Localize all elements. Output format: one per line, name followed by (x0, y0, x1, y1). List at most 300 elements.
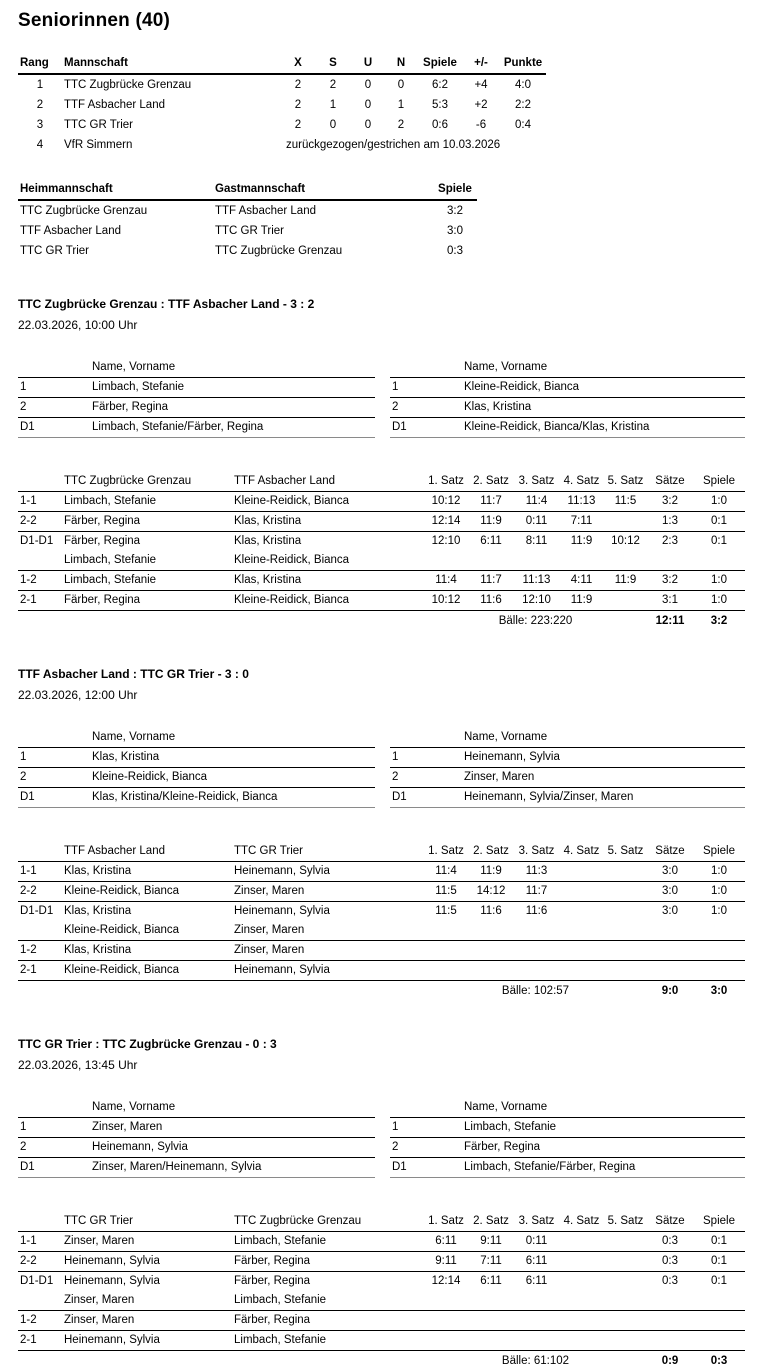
code-header (18, 472, 62, 492)
home-team-header: TTF Asbacher Land (62, 842, 232, 862)
home-player-cell: Limbach, Stefanie (62, 492, 232, 512)
lineup-pos-cell: 1 (18, 1118, 90, 1138)
guest-player-cell: Kleine-Reidick, Bianca (232, 591, 424, 611)
match-datetime: 22.03.2026, 13:45 Uhr (18, 1058, 745, 1072)
results-header-row (18, 842, 745, 862)
result-row (18, 532, 745, 552)
guest-player-cell: Färber, Regina (232, 1311, 424, 1331)
spiele-header: Spiele (693, 842, 745, 862)
score-cell: 0:3 (433, 241, 477, 261)
home-player-cell: Heinemann, Sylvia (62, 1331, 232, 1351)
set-score-cell-4: 11:9 (559, 532, 604, 552)
totals-row (18, 1351, 745, 1371)
guest-player-cell: Kleine-Reidick, Bianca (232, 492, 424, 512)
set-score-cell-5: 10:12 (604, 532, 647, 552)
set-score-cell-1: 12:10 (424, 532, 468, 552)
set-score-cell-3: 12:10 (514, 591, 559, 611)
spiele-total: 3:0 (693, 981, 745, 1002)
saetze-header: Sätze (647, 842, 693, 862)
match-section (18, 297, 745, 631)
lineup-name-cell: Kleine-Reidick, Bianca/Klas, Kristina (462, 418, 745, 438)
totals-row (18, 611, 745, 632)
satz2-header: 2. Satz (468, 842, 514, 862)
guest-partner-cell: Zinser, Maren (232, 921, 424, 941)
set-score-cell-2 (468, 941, 514, 961)
lineup-name-cell: Zinser, Maren (462, 768, 745, 788)
home-player-cell: Klas, Kristina (62, 862, 232, 882)
set-score-cell-5 (604, 902, 647, 922)
set-score-cell-2: 11:7 (468, 571, 514, 591)
set-score-cell-1 (424, 1311, 468, 1331)
guest-player-cell: Heinemann, Sylvia (232, 961, 424, 981)
guest-team-header: TTF Asbacher Land (232, 472, 424, 492)
lineup-pos-header (18, 728, 90, 748)
lineup-pos-header (18, 1098, 90, 1118)
set-score-cell-5 (604, 1232, 647, 1252)
home-player-cell: Kleine-Reidick, Bianca (62, 882, 232, 902)
set-score-cell-5 (604, 591, 647, 611)
match-datetime: 22.03.2026, 10:00 Uhr (18, 318, 745, 332)
spiele-total: 0:3 (693, 1351, 745, 1371)
match-code-cell (18, 921, 62, 941)
score-cell: 3:2 (433, 200, 477, 221)
matches-root (18, 297, 745, 1371)
saetze-header: Sätze (647, 472, 693, 492)
spiele-cell: 1:0 (693, 882, 745, 902)
satz5-header: 5. Satz (604, 472, 647, 492)
set-score-cell-1: 11:5 (424, 882, 468, 902)
home-partner-cell: Zinser, Maren (62, 1291, 232, 1311)
satz1-header: 1. Satz (424, 842, 468, 862)
result-row (18, 1311, 745, 1331)
lineup-header-row (18, 728, 375, 748)
rank-cell: 3 (18, 115, 62, 135)
spiele-cell: 5:3 (418, 95, 462, 115)
match-code-cell: D1-D1 (18, 1272, 62, 1292)
result-row (18, 882, 745, 902)
saetze-total: 9:0 (647, 981, 693, 1002)
match-code-cell: 1-1 (18, 492, 62, 512)
result-row (18, 961, 745, 981)
lineup-name-cell: Klas, Kristina (90, 748, 375, 768)
set-score-cell-2: 14:12 (468, 882, 514, 902)
spiele-header: Spiele (693, 1212, 745, 1232)
home-team-cell: TTC GR Trier (18, 241, 213, 261)
lineup-row (390, 1118, 745, 1138)
lineup-row (390, 378, 745, 398)
match-code-cell: 2-1 (18, 961, 62, 981)
lineup-name-cell: Limbach, Stefanie (90, 378, 375, 398)
standings-header-punkte: Punkte (500, 54, 546, 74)
saetze-cell: 3:1 (647, 591, 693, 611)
spiele-cell: 0:1 (693, 1232, 745, 1252)
set-score-cell-3: 0:11 (514, 1232, 559, 1252)
result-row (18, 1232, 745, 1252)
empty-cell (18, 611, 424, 632)
n-cell: 1 (384, 95, 418, 115)
lineup-row (18, 1138, 375, 1158)
set-score-cell-3: 11:13 (514, 571, 559, 591)
match-code-cell: 2-2 (18, 512, 62, 532)
lineup-pos-cell: 2 (18, 398, 90, 418)
lineup-name-cell: Zinser, Maren/Heinemann, Sylvia (90, 1158, 375, 1178)
set-score-cell-1: 10:12 (424, 492, 468, 512)
satz2-header: 2. Satz (468, 1212, 514, 1232)
spiele-cell (693, 1311, 745, 1331)
set-score-cell-1 (424, 961, 468, 981)
spiele-cell: 0:1 (693, 1252, 745, 1272)
set-score-cell-1 (424, 941, 468, 961)
home-player-cell: Färber, Regina (62, 512, 232, 532)
guest-player-cell: Zinser, Maren (232, 882, 424, 902)
rank-cell: 2 (18, 95, 62, 115)
set-score-cell-5: 11:9 (604, 571, 647, 591)
baelle-total: Bälle: 223:220 (424, 611, 647, 632)
totals-row (18, 981, 745, 1002)
lineup-row (18, 748, 375, 768)
n-cell: 0 (384, 74, 418, 95)
set-score-cell-2 (468, 961, 514, 981)
lineup-name-cell: Limbach, Stefanie/Färber, Regina (90, 418, 375, 438)
set-score-cell-3: 6:11 (514, 1252, 559, 1272)
home-lineup-table (18, 358, 375, 438)
guest-team-header: TTC GR Trier (232, 842, 424, 862)
empty-cell (424, 551, 745, 571)
set-score-cell-2: 11:9 (468, 512, 514, 532)
set-score-cell-2: 11:9 (468, 862, 514, 882)
set-score-cell-5 (604, 961, 647, 981)
set-score-cell-2: 7:11 (468, 1252, 514, 1272)
match-section (18, 1037, 745, 1371)
lineup-name-header: Name, Vorname (462, 1098, 745, 1118)
set-score-cell-3 (514, 1311, 559, 1331)
guest-lineup-table (390, 728, 745, 808)
set-score-cell-2: 6:11 (468, 532, 514, 552)
set-score-cell-4: 4:11 (559, 571, 604, 591)
results-header-row (18, 1212, 745, 1232)
home-lineup-table (18, 728, 375, 808)
saetze-total: 12:11 (647, 611, 693, 632)
set-score-cell-5: 11:5 (604, 492, 647, 512)
match-title: TTF Asbacher Land : TTC GR Trier - 3 : 0 (18, 667, 745, 681)
match-code-cell (18, 1291, 62, 1311)
saetze-cell: 1:3 (647, 512, 693, 532)
satz4-header: 4. Satz (559, 472, 604, 492)
guest-team-cell: TTF Asbacher Land (213, 200, 433, 221)
set-score-cell-4: 11:13 (559, 492, 604, 512)
set-score-cell-5 (604, 1331, 647, 1351)
match-code-cell: 2-1 (18, 1331, 62, 1351)
guest-lineup-table (390, 358, 745, 438)
saetze-cell: 0:3 (647, 1252, 693, 1272)
guest-player-cell: Heinemann, Sylvia (232, 862, 424, 882)
standings-table (18, 54, 546, 155)
set-score-cell-3 (514, 941, 559, 961)
guest-lineup-table (390, 1098, 745, 1178)
punkte-cell: 0:4 (500, 115, 546, 135)
standings-header-rang: Rang (18, 54, 62, 74)
saetze-cell: 3:0 (647, 882, 693, 902)
result-row (18, 862, 745, 882)
lineup-name-cell: Kleine-Reidick, Bianca (462, 378, 745, 398)
set-score-cell-2: 11:6 (468, 902, 514, 922)
guest-player-cell: Klas, Kristina (232, 512, 424, 532)
match-datetime: 22.03.2026, 12:00 Uhr (18, 688, 745, 702)
lineup-pos-cell: 2 (390, 1138, 462, 1158)
result-row (18, 1331, 745, 1351)
set-score-cell-5 (604, 862, 647, 882)
saetze-total: 0:9 (647, 1351, 693, 1371)
baelle-total: Bälle: 102:57 (424, 981, 647, 1002)
plusminus-cell: -6 (462, 115, 500, 135)
match-results-table (18, 842, 745, 1001)
saetze-cell: 0:3 (647, 1272, 693, 1292)
home-player-cell: Zinser, Maren (62, 1232, 232, 1252)
set-score-cell-1: 11:4 (424, 862, 468, 882)
match-code-cell: 2-1 (18, 591, 62, 611)
lineup-pos-cell: 1 (390, 378, 462, 398)
standings-row (18, 115, 546, 135)
set-score-cell-5 (604, 941, 647, 961)
match-code-cell: D1-D1 (18, 902, 62, 922)
saetze-cell: 3:0 (647, 902, 693, 922)
satz2-header: 2. Satz (468, 472, 514, 492)
lineup-pos-cell: 1 (390, 1118, 462, 1138)
lineup-row (18, 398, 375, 418)
u-cell: 0 (352, 74, 384, 95)
set-score-cell-2: 11:6 (468, 591, 514, 611)
n-cell: 2 (384, 115, 418, 135)
home-player-cell: Kleine-Reidick, Bianca (62, 961, 232, 981)
lineup-name-header: Name, Vorname (90, 728, 375, 748)
lineup-pos-cell: 1 (18, 748, 90, 768)
guest-player-cell: Limbach, Stefanie (232, 1232, 424, 1252)
lineup-row (18, 768, 375, 788)
set-score-cell-1: 11:5 (424, 902, 468, 922)
lineups (18, 1098, 745, 1178)
set-score-cell-1: 11:4 (424, 571, 468, 591)
standings-header-s: S (314, 54, 352, 74)
home-team-cell: TTC Zugbrücke Grenzau (18, 200, 213, 221)
guest-player-cell: Heinemann, Sylvia (232, 902, 424, 922)
match-title: TTC GR Trier : TTC Zugbrücke Grenzau - 0 : 3 (18, 1037, 745, 1051)
match-section (18, 667, 745, 1001)
lineup-row (390, 788, 745, 808)
lineup-pos-cell: D1 (390, 788, 462, 808)
plusminus-cell: +2 (462, 95, 500, 115)
set-score-cell-3 (514, 1331, 559, 1351)
saetze-cell: 2:3 (647, 532, 693, 552)
satz1-header: 1. Satz (424, 1212, 468, 1232)
spiele-cell: 0:1 (693, 532, 745, 552)
lineup-name-cell: Klas, Kristina/Kleine-Reidick, Bianca (90, 788, 375, 808)
lineup-pos-cell: D1 (18, 418, 90, 438)
page-title: Seniorinnen (40) (18, 10, 745, 32)
set-score-cell-5 (604, 882, 647, 902)
team-cell: TTC Zugbrücke Grenzau (62, 74, 282, 95)
lineup-name-cell: Limbach, Stefanie/Färber, Regina (462, 1158, 745, 1178)
empty-cell (18, 1351, 424, 1371)
x-cell: 2 (282, 115, 314, 135)
set-score-cell-4 (559, 882, 604, 902)
code-header (18, 842, 62, 862)
fixture-row (18, 200, 477, 221)
standings-header-spiele: Spiele (418, 54, 462, 74)
lineup-name-cell: Limbach, Stefanie (462, 1118, 745, 1138)
fixtures-header-gast: Gastmannschaft (213, 180, 433, 200)
set-score-cell-4 (559, 1252, 604, 1272)
home-player-cell: Färber, Regina (62, 591, 232, 611)
lineup-pos-cell: 2 (18, 768, 90, 788)
set-score-cell-3: 11:7 (514, 882, 559, 902)
fixture-row (18, 221, 477, 241)
match-title: TTC Zugbrücke Grenzau : TTF Asbacher Land - 3 : 2 (18, 297, 745, 311)
set-score-cell-2 (468, 1311, 514, 1331)
plusminus-cell: +4 (462, 74, 500, 95)
home-team-cell: TTF Asbacher Land (18, 221, 213, 241)
set-score-cell-1: 6:11 (424, 1232, 468, 1252)
set-score-cell-4 (559, 1232, 604, 1252)
satz3-header: 3. Satz (514, 842, 559, 862)
spiele-cell: 1:0 (693, 591, 745, 611)
home-player-cell: Heinemann, Sylvia (62, 1252, 232, 1272)
match-code-cell: D1-D1 (18, 532, 62, 552)
set-score-cell-4 (559, 902, 604, 922)
lineup-pos-cell: 2 (390, 398, 462, 418)
code-header (18, 1212, 62, 1232)
lineup-pos-header (390, 358, 462, 378)
lineup-name-cell: Heinemann, Sylvia/Zinser, Maren (462, 788, 745, 808)
result-row (18, 1272, 745, 1292)
rank-cell: 4 (18, 135, 62, 155)
match-code-cell: 2-2 (18, 882, 62, 902)
lineup-header-row (390, 358, 745, 378)
saetze-cell: 3:0 (647, 862, 693, 882)
set-score-cell-5 (604, 1311, 647, 1331)
withdrawn-note: zurückgezogen/gestrichen am 10.03.2026 (282, 135, 546, 155)
guest-player-cell: Limbach, Stefanie (232, 1331, 424, 1351)
satz5-header: 5. Satz (604, 1212, 647, 1232)
set-score-cell-2: 9:11 (468, 1232, 514, 1252)
match-results-table (18, 1212, 745, 1371)
set-score-cell-4 (559, 1331, 604, 1351)
lineup-name-header: Name, Vorname (462, 728, 745, 748)
lineup-row (18, 418, 375, 438)
result-row (18, 941, 745, 961)
x-cell: 2 (282, 74, 314, 95)
u-cell: 0 (352, 115, 384, 135)
lineup-pos-cell: 1 (18, 378, 90, 398)
home-partner-cell: Kleine-Reidick, Bianca (62, 921, 232, 941)
lineup-header-row (18, 358, 375, 378)
result-row (18, 512, 745, 532)
guest-player-cell: Klas, Kristina (232, 532, 424, 552)
satz3-header: 3. Satz (514, 1212, 559, 1232)
spiele-cell (693, 941, 745, 961)
home-team-header: TTC Zugbrücke Grenzau (62, 472, 232, 492)
empty-cell (424, 921, 745, 941)
lineup-header-row (390, 728, 745, 748)
s-cell: 0 (314, 115, 352, 135)
standings-header-u: U (352, 54, 384, 74)
lineup-pos-cell: D1 (18, 1158, 90, 1178)
set-score-cell-4: 7:11 (559, 512, 604, 532)
set-score-cell-3: 11:3 (514, 862, 559, 882)
lineup-row (18, 1158, 375, 1178)
set-score-cell-2: 6:11 (468, 1272, 514, 1292)
lineup-name-cell: Heinemann, Sylvia (90, 1138, 375, 1158)
punkte-cell: 2:2 (500, 95, 546, 115)
standings-header-n: N (384, 54, 418, 74)
lineup-name-cell: Färber, Regina (90, 398, 375, 418)
set-score-cell-1 (424, 1331, 468, 1351)
set-score-cell-3: 11:6 (514, 902, 559, 922)
standings-row (18, 74, 546, 95)
lineup-name-header: Name, Vorname (90, 1098, 375, 1118)
spiele-cell: 1:0 (693, 862, 745, 882)
set-score-cell-3: 11:4 (514, 492, 559, 512)
lineup-name-header: Name, Vorname (90, 358, 375, 378)
punkte-cell: 4:0 (500, 74, 546, 95)
score-cell: 3:0 (433, 221, 477, 241)
result-row (18, 591, 745, 611)
saetze-cell (647, 941, 693, 961)
lineup-row (390, 398, 745, 418)
set-score-cell-1: 12:14 (424, 1272, 468, 1292)
saetze-cell: 3:2 (647, 492, 693, 512)
fixtures-header-heim: Heimmannschaft (18, 180, 213, 200)
standings-row-withdrawn (18, 135, 546, 155)
lineup-pos-header (18, 358, 90, 378)
result-row (18, 571, 745, 591)
x-cell: 2 (282, 95, 314, 115)
result-row (18, 902, 745, 922)
set-score-cell-3: 0:11 (514, 512, 559, 532)
results-header-row (18, 472, 745, 492)
empty-cell (424, 1291, 745, 1311)
set-score-cell-1: 9:11 (424, 1252, 468, 1272)
spiele-cell: 0:1 (693, 1272, 745, 1292)
empty-cell (18, 981, 424, 1002)
lineup-pos-header (390, 728, 462, 748)
result-row-partner (18, 1291, 745, 1311)
lineups (18, 728, 745, 808)
result-row (18, 1252, 745, 1272)
spiele-cell: 0:1 (693, 512, 745, 532)
set-score-cell-5 (604, 1272, 647, 1292)
fixture-row (18, 241, 477, 261)
fixtures-table (18, 180, 477, 261)
lineup-pos-cell: D1 (390, 1158, 462, 1178)
set-score-cell-4 (559, 941, 604, 961)
result-row-partner (18, 551, 745, 571)
home-player-cell: Klas, Kristina (62, 902, 232, 922)
saetze-cell: 0:3 (647, 1232, 693, 1252)
saetze-header: Sätze (647, 1212, 693, 1232)
set-score-cell-5 (604, 512, 647, 532)
match-code-cell: 1-2 (18, 941, 62, 961)
home-team-header: TTC GR Trier (62, 1212, 232, 1232)
home-partner-cell: Limbach, Stefanie (62, 551, 232, 571)
result-row (18, 492, 745, 512)
lineup-row (390, 1138, 745, 1158)
guest-partner-cell: Limbach, Stefanie (232, 1291, 424, 1311)
home-player-cell: Zinser, Maren (62, 1311, 232, 1331)
set-score-cell-2: 11:7 (468, 492, 514, 512)
set-score-cell-3: 6:11 (514, 1272, 559, 1292)
home-player-cell: Limbach, Stefanie (62, 571, 232, 591)
match-results-table (18, 472, 745, 631)
